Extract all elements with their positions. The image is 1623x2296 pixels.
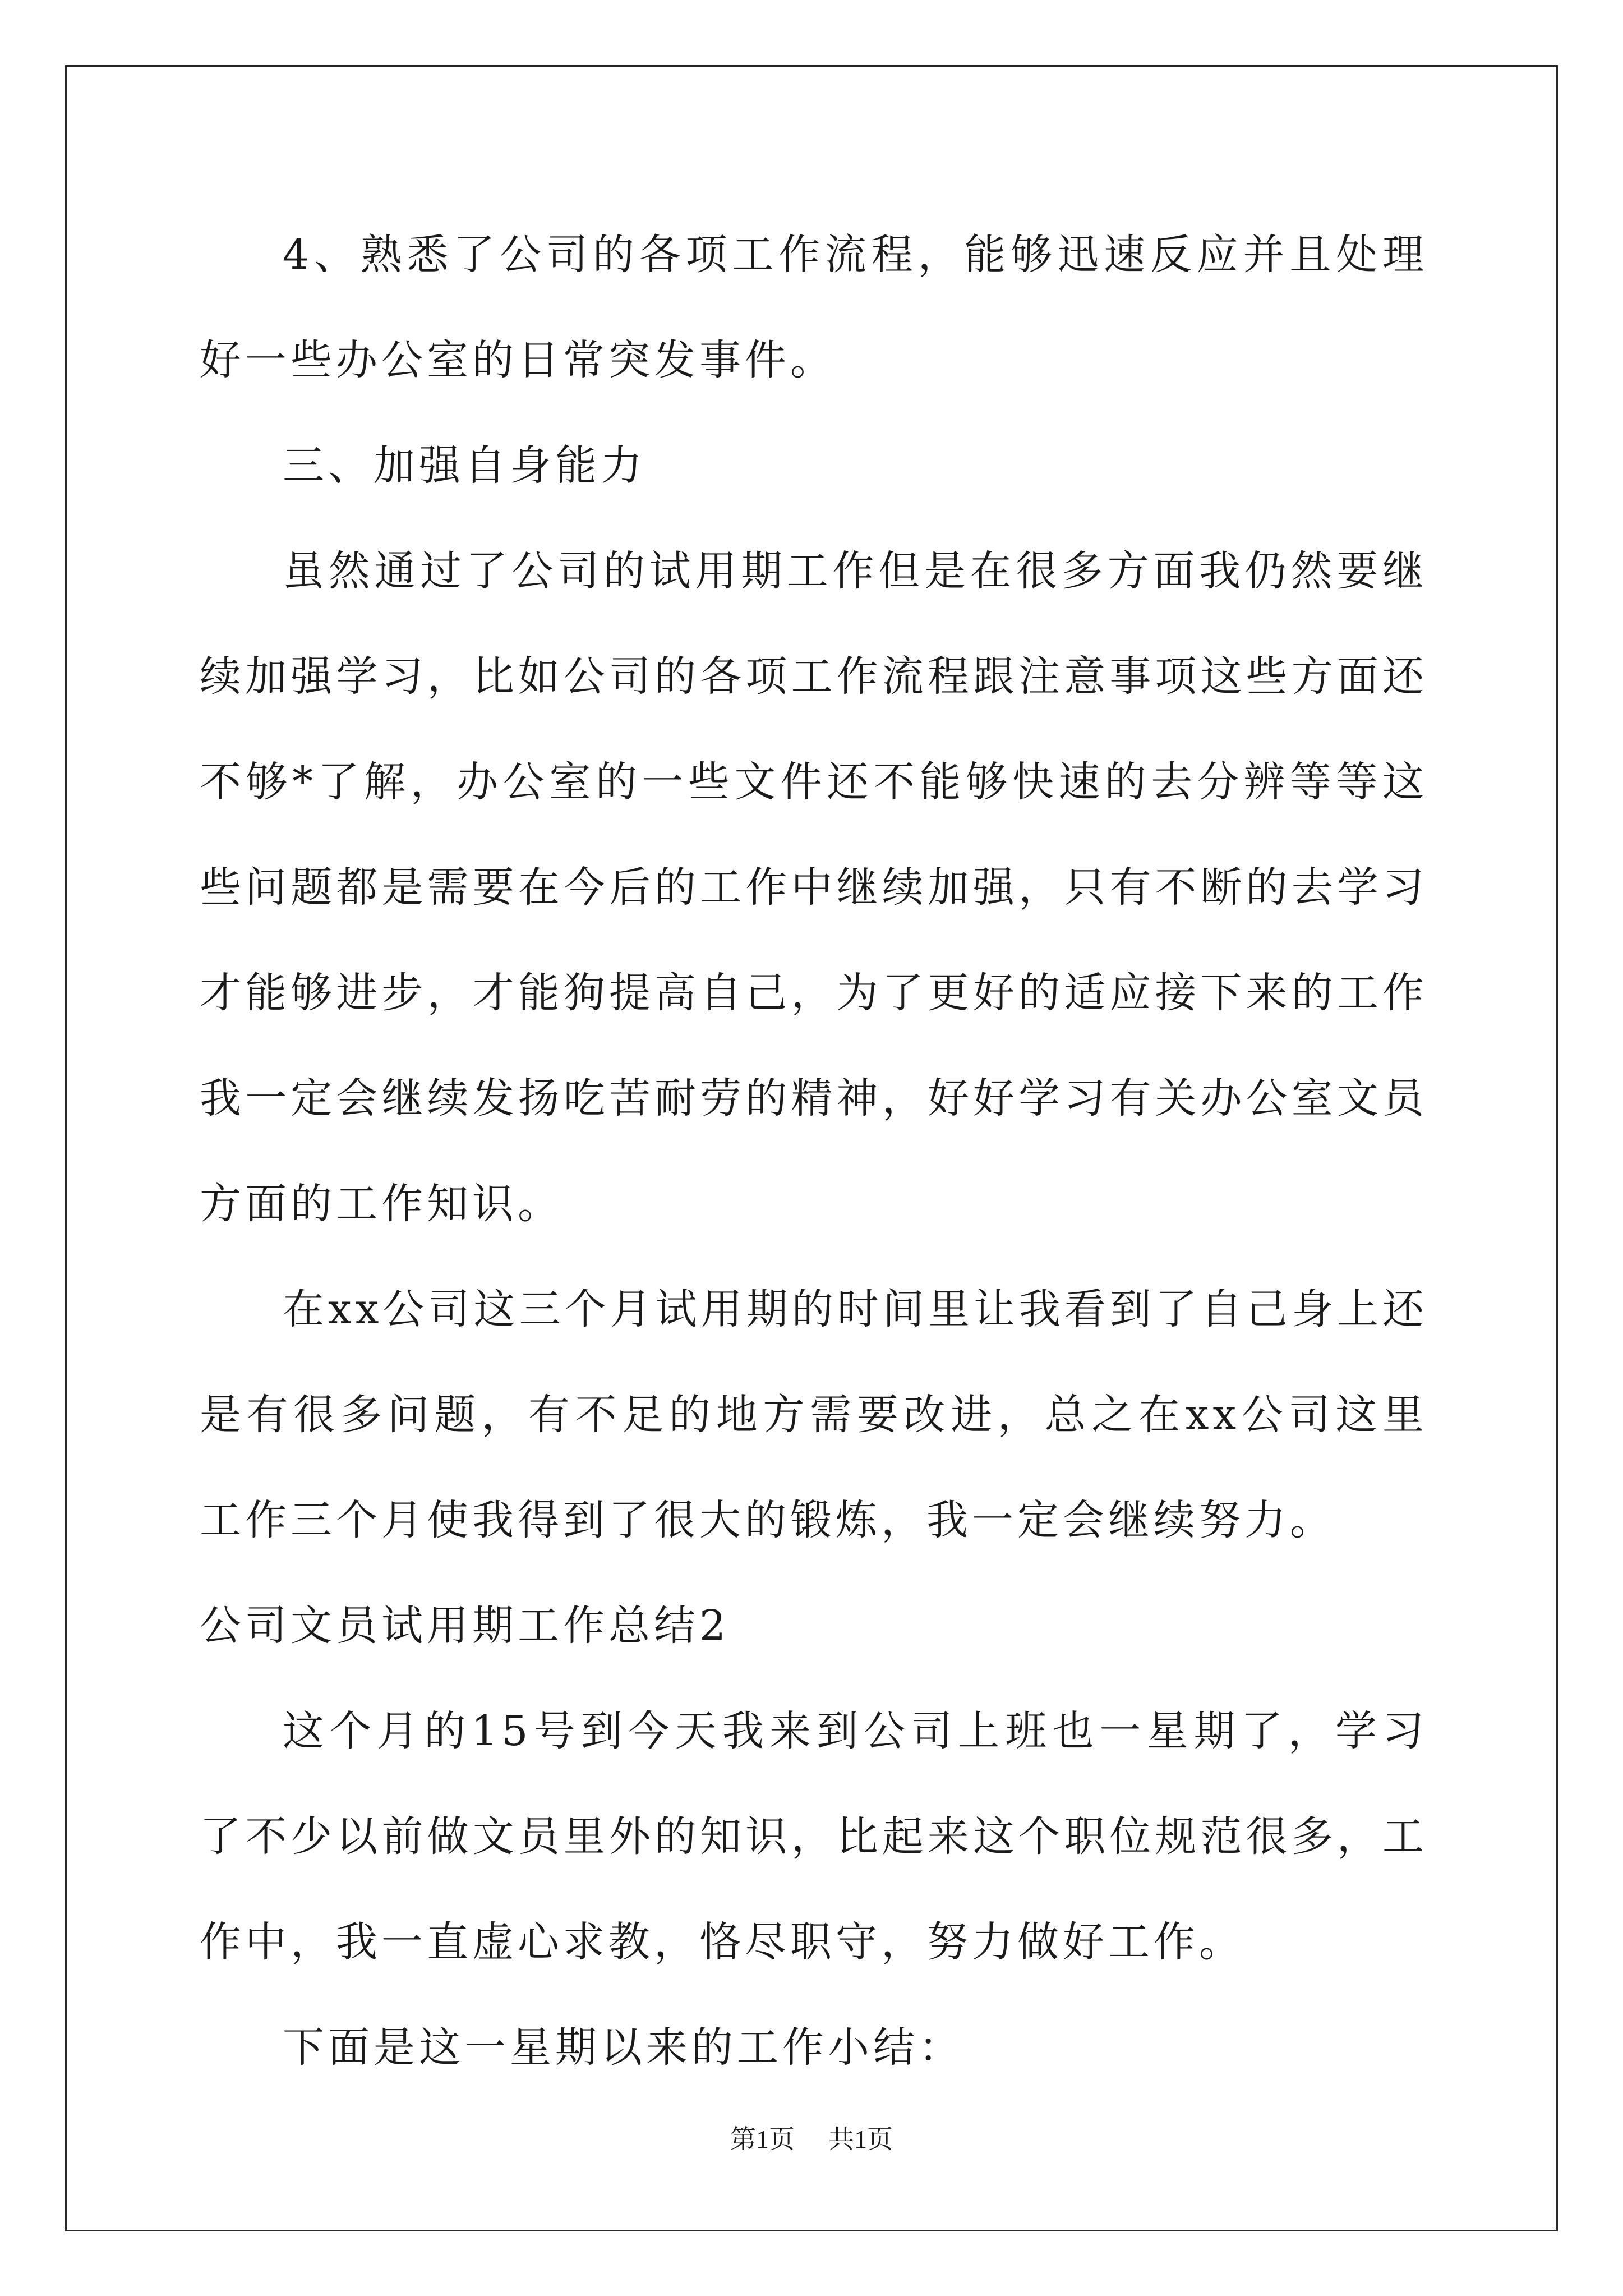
- paragraph-item-4: 4、熟悉了公司的各项工作流程，能够迅速反应并且处理好一些办公室的日常突发事件。: [200, 231, 1428, 384]
- page-number-total: 共1页: [828, 2125, 893, 2154]
- paragraph-first-week: 这个月的15号到今天我来到公司上班也一星期了，学习了不少以前做文员里外的知识，比起来这个职位规范很多，工作中，我一直虚心求教，恪尽职守，努力做好工作。: [200, 1707, 1428, 1966]
- section-heading-strengthen-ability: 三、加强自身能力: [283, 441, 646, 490]
- paragraph-probation-reflection: 在xx公司这三个月试用期的时间里让我看到了自己身上还是有很多问题，有不足的地方需要改进，总之在xx公司这里工作三个月使我得到了很大的锻炼，我一定会继续努力。: [200, 1285, 1428, 1544]
- paragraph-continue-learning: 虽然通过了公司的试用期工作但是在很多方面我仍然要继续加强学习，比如公司的各项工作流程跟注意事项这些方面还不够*了解，办公室的一些文件还不能够快速的去分辨等等这些问题都是需要在今后的工作中继续加强，只有不断的去学习才能够进步，才能狗提高自己，为了更好的适应接下来的工作我一定会继续发扬吃苦耐劳的精神，好好学习有关办公室文员方面的工作知识。: [200, 547, 1428, 1228]
- paragraph-summary-intro: 下面是这一星期以来的工作小结：: [283, 2023, 964, 2072]
- page-number-current: 第1页: [730, 2125, 795, 2154]
- page-footer: [0, 2123, 1623, 2156]
- document-body: [200, 202, 1428, 2100]
- document-subtitle: 公司文员试用期工作总结2: [200, 1602, 730, 1650]
